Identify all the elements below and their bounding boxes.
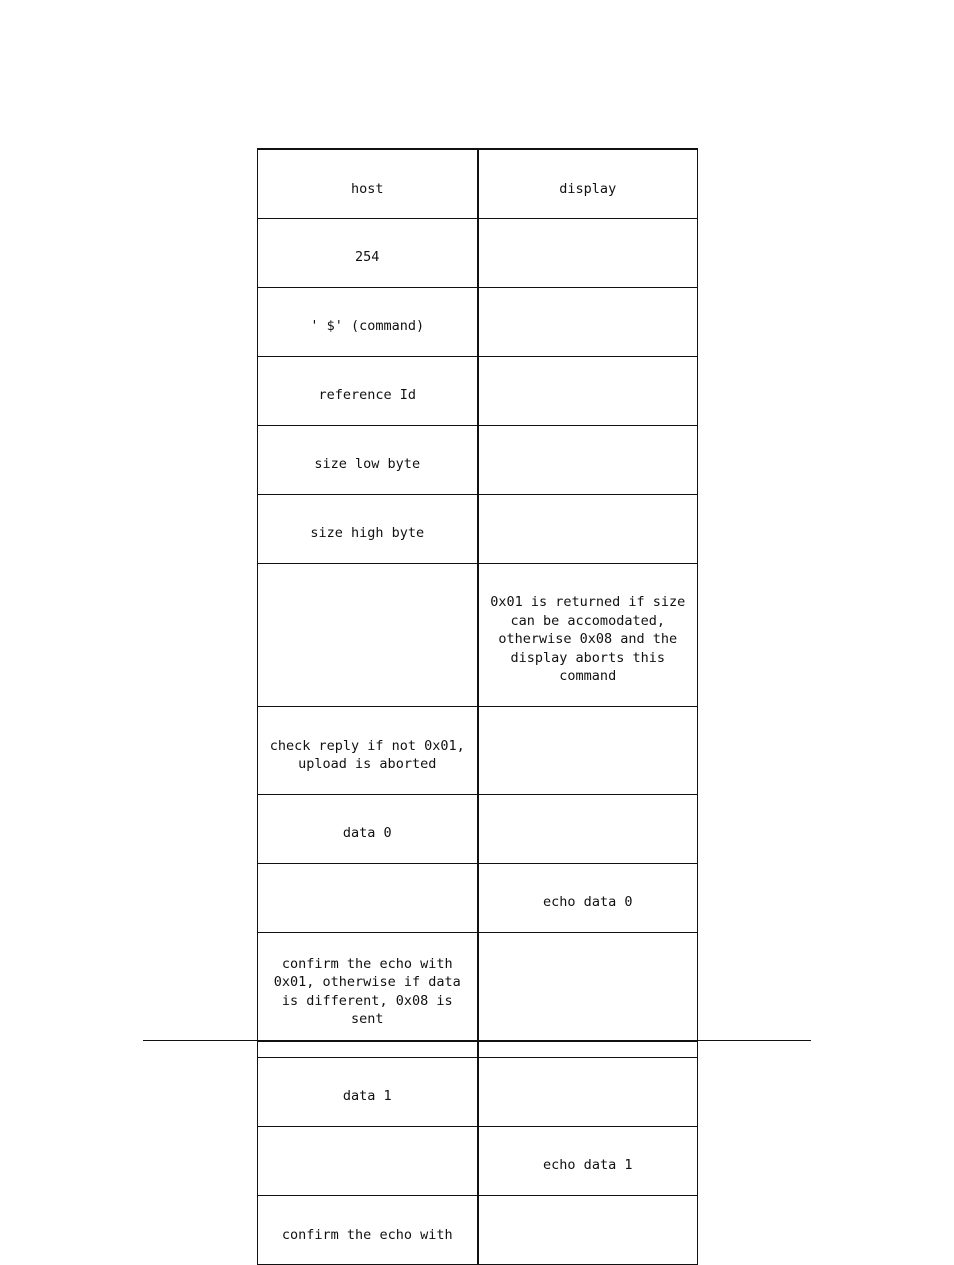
upload-protocol-table (257, 148, 698, 1265)
host-cell: ' $' (command) (258, 287, 478, 356)
host-cell: confirm the echo with (258, 1195, 478, 1264)
host-cell (258, 863, 478, 932)
table-row (258, 356, 698, 425)
table-row (258, 932, 698, 1041)
host-cell: size high byte (258, 494, 478, 563)
host-cell: data 1 (258, 1057, 478, 1126)
page-break-rule (143, 1040, 811, 1041)
table-row (258, 1195, 698, 1264)
display-cell (478, 356, 698, 425)
host-cell: reference Id (258, 356, 478, 425)
host-cell (258, 563, 478, 706)
display-cell (478, 706, 698, 794)
host-cell: confirm the echo with 0x01, otherwise if data is different, 0x08 is sent (258, 932, 478, 1041)
display-cell (478, 494, 698, 563)
host-cell: size low byte (258, 425, 478, 494)
host-column-header: host (258, 149, 478, 218)
table-row (258, 218, 698, 287)
display-cell: 0x01 is returned if size can be accomodated, otherwise 0x08 and the display aborts this command (478, 563, 698, 706)
host-cell (258, 1126, 478, 1195)
display-cell: echo data 0 (478, 863, 698, 932)
host-cell: check reply if not 0x01, upload is aborted (258, 706, 478, 794)
display-cell (478, 287, 698, 356)
display-cell (478, 932, 698, 1041)
display-cell (478, 425, 698, 494)
display-column-header: display (478, 149, 698, 218)
display-cell (478, 794, 698, 863)
table-row (258, 1041, 698, 1057)
table-row (258, 425, 698, 494)
table-row (258, 863, 698, 932)
table-row (258, 287, 698, 356)
host-cell: data 0 (258, 794, 478, 863)
display-cell (478, 1041, 698, 1057)
table-header-row (258, 149, 698, 218)
display-cell: echo data 1 (478, 1126, 698, 1195)
table-row (258, 494, 698, 563)
display-cell (478, 1195, 698, 1264)
display-cell (478, 218, 698, 287)
host-cell (258, 1041, 478, 1057)
table-row (258, 706, 698, 794)
display-cell (478, 1057, 698, 1126)
table-row (258, 1057, 698, 1126)
table-row (258, 563, 698, 706)
table-row (258, 1126, 698, 1195)
host-cell: 254 (258, 218, 478, 287)
table-row (258, 794, 698, 863)
